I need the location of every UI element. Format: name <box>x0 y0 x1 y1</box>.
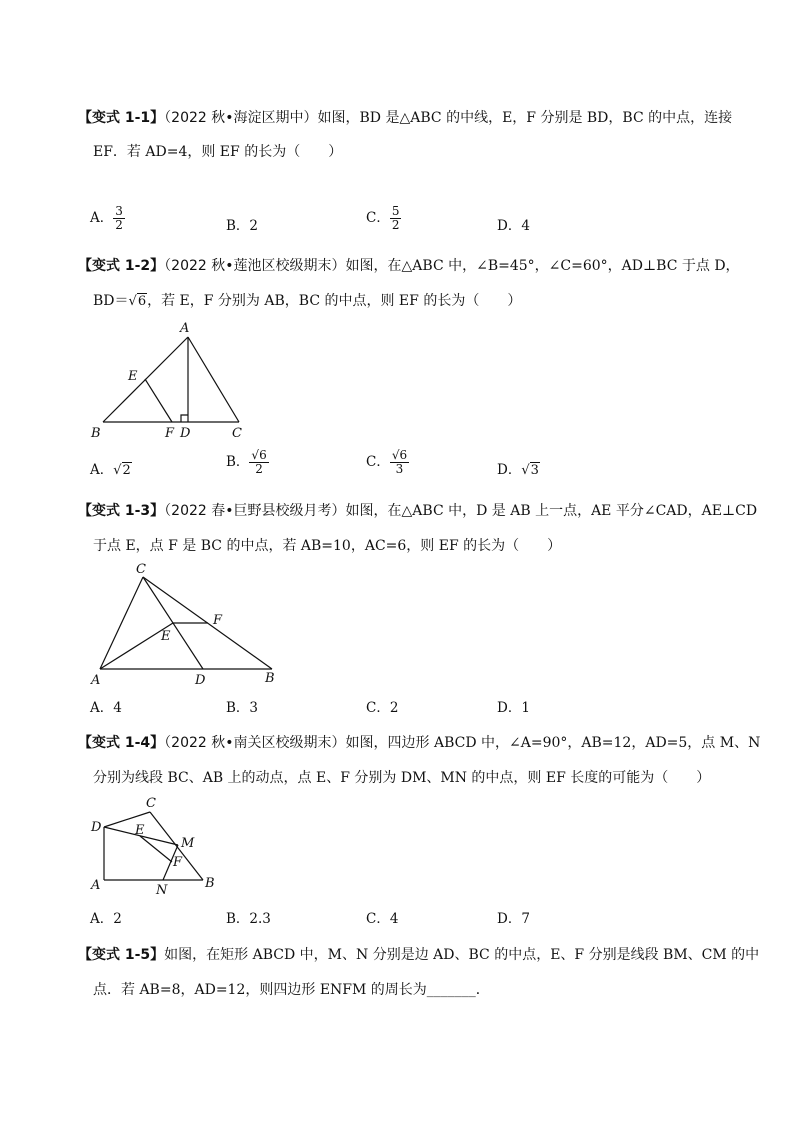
q2-option-a[interactable]: A．√2 <box>90 462 131 478</box>
q3-text1: 如图，在△ABC 中，D 是 AB 上一点，AE 平分∠CAD，AE⊥CD <box>345 503 758 519</box>
q3-option-b[interactable]: B．3 <box>226 700 259 716</box>
q4-text1: 如图，四边形 ABCD 中，∠A=90°，AB=12，AD=5，点 M、N <box>345 735 761 751</box>
q2-text1: 如图，在△ABC 中，∠B=45°，∠C=60°，AD⊥BC 于点 D， <box>345 258 740 274</box>
q2-label-b: B <box>91 426 101 441</box>
q2-label-d: D <box>180 426 191 441</box>
q2-source: （2022 秋•莲池区校级期末） <box>164 258 346 274</box>
q4-source: （2022 秋•南关区校级期末） <box>164 735 346 751</box>
q1-option-a-fraction: $\frac{3}{2}$ <box>115 204 123 232</box>
q1-option-b[interactable]: B．2 <box>226 218 259 234</box>
q4-option-a[interactable]: A．2 <box>90 911 122 927</box>
q4-option-c[interactable]: C．4 <box>366 911 399 927</box>
q5-tag: 【变式 1-5】 <box>78 947 165 963</box>
q4-option-b[interactable]: B．2.3 <box>226 911 271 927</box>
q4-label-c: C <box>146 796 156 811</box>
q1-line2: EF．若 AD=4，则 EF 的长为（ ） <box>93 144 343 160</box>
q1-option-d[interactable]: D．4 <box>497 218 530 234</box>
q3-label-a: A <box>91 673 101 688</box>
q1-option-c[interactable]: C． $\frac{5}{2}$ <box>366 204 400 232</box>
q5-line1 <box>78 945 759 965</box>
q3-tag: 【变式 1-3】 <box>78 503 165 519</box>
q4-option-d[interactable]: D．7 <box>497 911 530 927</box>
q2-option-b[interactable]: B． $\frac{√6}{2}$ <box>226 448 267 476</box>
q1-text1: 如图，BD 是△ABC 的中线，E，F 分别是 BD，BC 的中点，连接 <box>317 110 733 126</box>
q3-line2: 于点 E，点 F 是 BC 的中点，若 AB=10，AC=6，则 EF 的长为（ ） <box>93 538 562 554</box>
q3-option-d[interactable]: D．1 <box>497 700 530 716</box>
q2-label-e: E <box>128 369 138 384</box>
q4-label-n: N <box>156 883 168 898</box>
q4-label-m: M <box>181 836 195 851</box>
q5-text1: 如图，在矩形 ABCD 中，M、N 分别是边 AD、BC 的中点，E、F 分别是线段 BM、CM 的中 <box>164 947 760 963</box>
q3-label-b: B <box>265 671 275 686</box>
q3-label-e: E <box>161 629 171 644</box>
q2-sqrt6: √6 <box>128 294 147 309</box>
q4-label-f: F <box>173 855 183 870</box>
q4-label-b: B <box>205 876 215 891</box>
q2-label-f: F <box>165 426 175 441</box>
q4-label-d: D <box>91 820 102 835</box>
q3-source: （2022 春•巨野县校级月考） <box>164 503 346 519</box>
q2-line2: BD＝√6，若 E，F 分别为 AB，BC 的中点，则 EF 的长为（ ） <box>93 293 522 309</box>
q2-label-a: A <box>180 321 190 336</box>
q3-label-d: D <box>195 673 206 688</box>
q2-tag: 【变式 1-2】 <box>78 258 165 274</box>
q3-option-a[interactable]: A．4 <box>90 700 122 716</box>
q3-label-f: F <box>213 613 223 628</box>
q4-label-a: A <box>91 878 101 893</box>
q2-option-c[interactable]: C． $\frac{√6}{3}$ <box>366 448 408 476</box>
q1-option-a[interactable]: A． $\frac{3}{2}$ <box>90 204 123 232</box>
q2-label-c: C <box>232 426 242 441</box>
q1-source: （2022 秋•海淀区期中） <box>164 110 318 126</box>
q3-label-c: C <box>136 562 146 577</box>
q3-option-c[interactable]: C．2 <box>366 700 399 716</box>
q4-tag: 【变式 1-4】 <box>78 735 165 751</box>
q4-line2: 分别为线段 BC、AB 上的动点，点 E、F 分别为 DM、MN 的中点，则 EF 长度的可能为（ ） <box>93 770 711 786</box>
q4-label-e: E <box>135 823 145 838</box>
q1-tag: 【变式 1-1】 <box>78 110 165 126</box>
q2-option-d[interactable]: D．√3 <box>497 462 539 478</box>
q5-line2: 点．若 AB=8，AD=12，则四边形 ENFM 的周长为_______． <box>93 982 490 998</box>
q1-option-c-fraction: $\frac{5}{2}$ <box>391 204 400 232</box>
